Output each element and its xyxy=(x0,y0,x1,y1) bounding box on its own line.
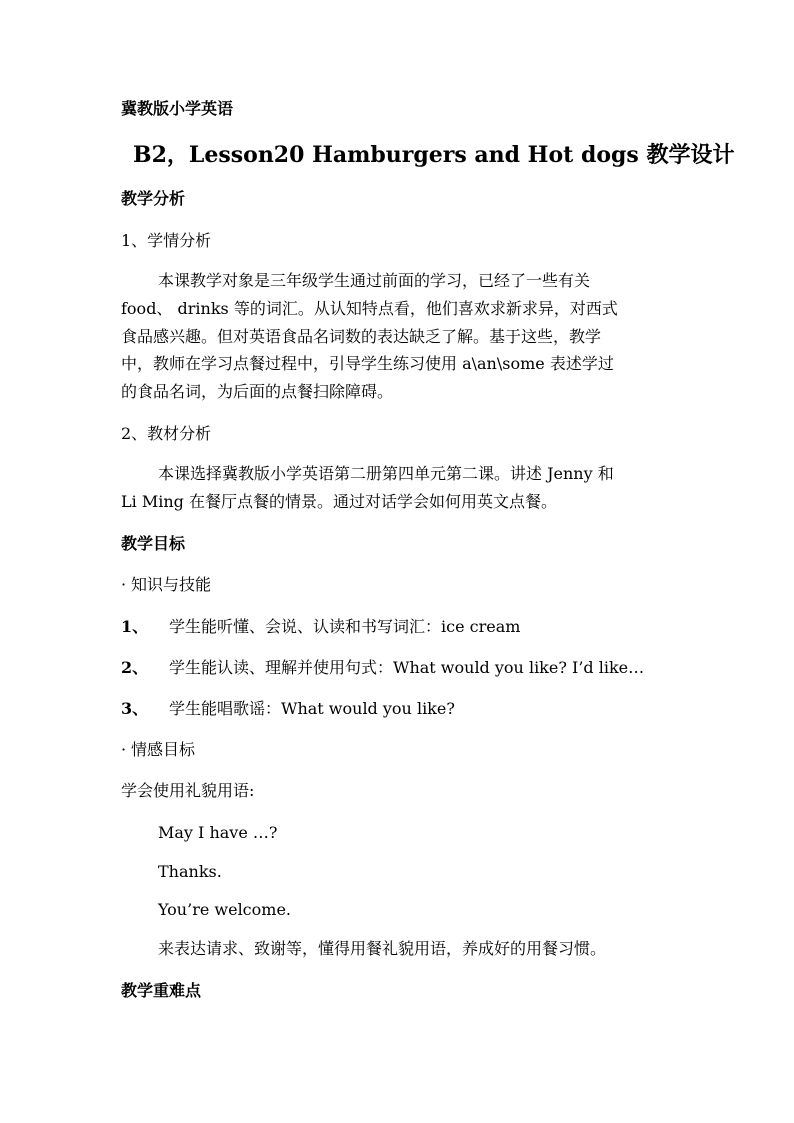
goal-number: 3、 xyxy=(121,699,149,718)
emotion-heading xyxy=(121,739,195,761)
goal-item xyxy=(121,616,520,638)
knowledge-heading xyxy=(121,574,211,596)
document-header: 冀教版小学英语 xyxy=(121,99,234,118)
goal-text: 学生能听懂、会说、认读和书写词汇：ice cream xyxy=(169,617,521,636)
learner-line-4: 中，教师在学习点餐过程中，引导学生练习使用 a\an\some 表述学过 xyxy=(121,354,614,373)
goals-heading: 教学目标 xyxy=(121,534,186,553)
emotion-closing: 来表达请求、致谢等，懂得用餐礼貌用语，养成好的用餐习惯。 xyxy=(158,939,607,958)
material-line-1: 本课选择冀教版小学英语第二册第四单元第二课。讲述 Jenny 和 xyxy=(158,464,614,483)
goal-number: 1、 xyxy=(121,617,149,636)
goal-number: 2、 xyxy=(121,658,149,677)
learner-heading: 1、学情分析 xyxy=(121,231,212,250)
learner-line-3: 食品感兴趣。但对英语食品名词数的表达缺乏了解。基于这些，教学 xyxy=(121,327,602,346)
bullet: · xyxy=(121,575,127,594)
learner-line-1: 本课教学对象是三年级学生通过前面的学习，已经了一些有关 xyxy=(158,271,591,290)
goal-text: 学生能认读、理解并使用句式：What would you like? I’d like… xyxy=(169,658,645,677)
document-title: B2，Lesson20 Hamburgers and Hot dogs 教学设计 xyxy=(133,142,735,168)
emotion-heading-text: 情感目标 xyxy=(131,740,196,759)
phrase-item: May I have …? xyxy=(158,823,278,842)
learner-line-5: 的食品名词，为后面的点餐扫除障碍。 xyxy=(121,382,394,401)
material-heading: 2、教材分析 xyxy=(121,424,212,443)
goal-item xyxy=(121,657,644,679)
learner-line-2: food、 drinks 等的词汇。从认知特点看，他们喜欢求新求异，对西式 xyxy=(121,299,618,318)
bullet: · xyxy=(121,740,127,759)
emotion-intro: 学会使用礼貌用语: xyxy=(121,781,255,800)
knowledge-heading-text: 知识与技能 xyxy=(131,575,212,594)
goal-item xyxy=(121,698,455,720)
phrase-item: You’re welcome. xyxy=(158,900,291,919)
key-points-heading: 教学重难点 xyxy=(121,981,202,1000)
phrase-item: Thanks. xyxy=(158,862,222,881)
goal-text: 学生能唱歌谣：What would you like? xyxy=(169,699,455,718)
analysis-heading: 教学分析 xyxy=(121,189,186,208)
material-line-2: Li Ming 在餐厅点餐的情景。通过对话学会如何用英文点餐。 xyxy=(121,492,557,511)
